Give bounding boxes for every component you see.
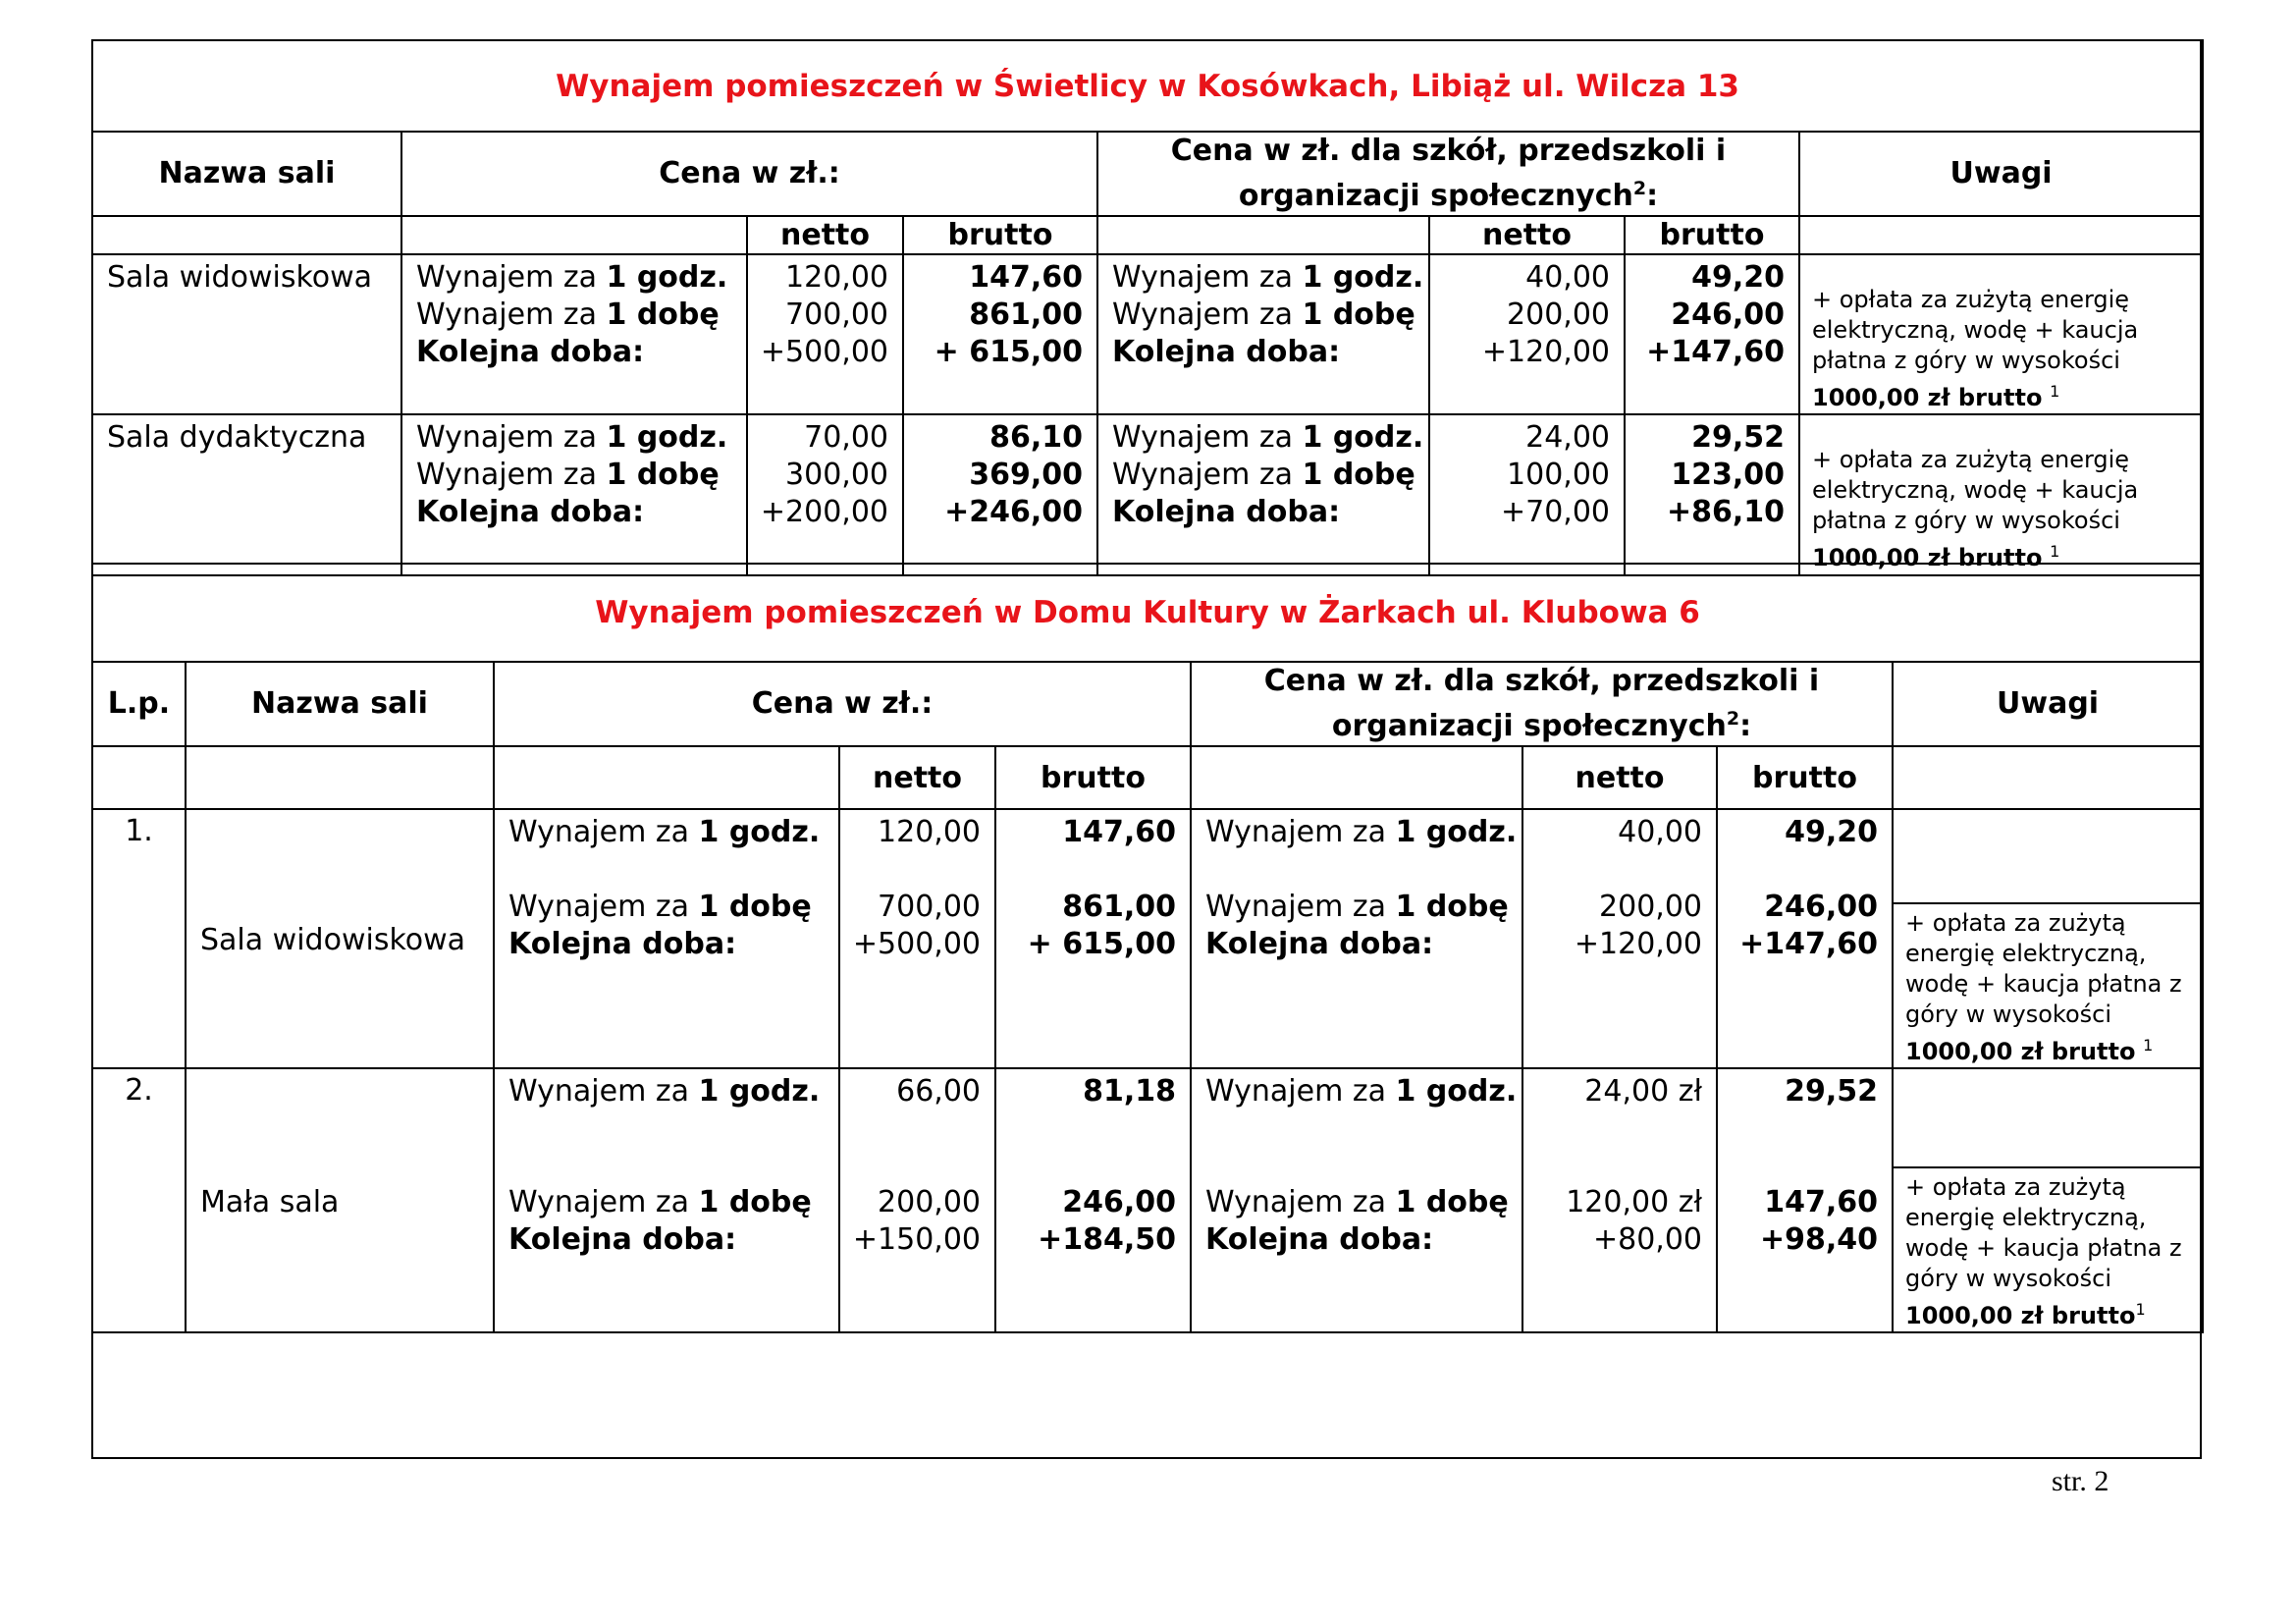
- section2-title: Wynajem pomieszczeń w Domu Kultury w Żarkach ul. Klubowa 6: [92, 564, 2203, 662]
- subheader-netto: netto: [1429, 216, 1625, 254]
- org-price-brutto: 29,52 147,60 +98,40: [1717, 1068, 1893, 1332]
- subheader-empty: [1799, 216, 2203, 254]
- subheader-empty: [1191, 746, 1522, 809]
- org-price-brutto: 49,20 246,00 +147,60: [1625, 254, 1799, 414]
- price-netto: 66,00 200,00 +150,00: [839, 1068, 995, 1332]
- price-netto: 70,00 300,00 +200,00: [747, 414, 903, 575]
- header-price: Cena w zł.:: [401, 132, 1097, 216]
- org-rental-options: Wynajem za 1 godz. Wynajem za 1 dobę Kolejna doba:: [1097, 254, 1429, 414]
- org-price-netto: 40,00 200,00 +120,00: [1522, 809, 1717, 1068]
- row-number: 2.: [92, 1068, 186, 1332]
- rental-options: Wynajem za 1 godz. Wynajem za 1 dobę Kolejna doba:: [401, 254, 747, 414]
- subheader-netto: netto: [839, 746, 995, 809]
- header-room-name: Nazwa sali: [92, 132, 401, 216]
- rental-options: Wynajem za 1 godz. Wynajem za 1 dobę Kolejna doba:: [494, 1068, 839, 1332]
- subheader-empty: [1097, 216, 1429, 254]
- subheader-netto: netto: [747, 216, 903, 254]
- subheader-brutto: brutto: [1625, 216, 1799, 254]
- org-price-brutto: 29,52 123,00 +86,10: [1625, 414, 1799, 575]
- org-price-netto: 24,00 zł 120,00 zł +80,00: [1522, 1068, 1717, 1332]
- subheader-empty: [186, 746, 494, 809]
- header-notes: Uwagi: [1893, 662, 2203, 746]
- header-price-orgs: Cena w zł. dla szkół, przedszkoli i organizacji społecznych$^2$:: [1191, 662, 1893, 746]
- org-rental-options: Wynajem za 1 godz. Wynajem za 1 dobę Kolejna doba:: [1097, 414, 1429, 575]
- notes-empty: [1893, 1068, 2203, 1167]
- price-netto: 120,00 700,00 +500,00: [747, 254, 903, 414]
- row-notes: + opłata za zużytą energię elektryczną, wodę + kaucja płatna z góry w wysokości 1000,00 zł brutto$^1$: [1893, 1167, 2203, 1332]
- subheader-empty: [1893, 746, 2203, 809]
- table-row: [92, 254, 2203, 414]
- subheader-empty: [401, 216, 747, 254]
- row-notes: + opłata za zużytą energię elektryczną, wodę + kaucja płatna z góry w wysokości 1000,00 zł brutto $^1$: [1799, 414, 2203, 575]
- room-name: Sala widowiskowa: [186, 809, 494, 1068]
- rental-options: Wynajem za 1 godz. Wynajem za 1 dobę Kolejna doba:: [494, 809, 839, 1068]
- org-price-netto: 24,00 100,00 +70,00: [1429, 414, 1625, 575]
- room-name: Mała sala: [186, 1068, 494, 1332]
- subheader-brutto: brutto: [903, 216, 1097, 254]
- price-brutto: 86,10 369,00 +246,00: [903, 414, 1097, 575]
- notes-empty: [1893, 809, 2203, 903]
- price-netto: 120,00 700,00 +500,00: [839, 809, 995, 1068]
- header-price-orgs: Cena w zł. dla szkół, przedszkoli i organizacji społecznych$^2$:: [1097, 132, 1799, 216]
- room-name: Sala widowiskowa: [92, 254, 401, 414]
- price-brutto: 147,60 861,00 + 615,00: [903, 254, 1097, 414]
- header-notes: Uwagi: [1799, 132, 2203, 216]
- row-notes: + opłata za zużytą energię elektryczną, wodę + kaucja płatna z góry w wysokości 1000,00 zł brutto $^1$: [1893, 903, 2203, 1068]
- subheader-brutto: brutto: [1717, 746, 1893, 809]
- subheader-brutto: brutto: [995, 746, 1191, 809]
- header-room-name: Nazwa sali: [186, 662, 494, 746]
- table-row: [92, 809, 2203, 903]
- org-rental-options: Wynajem za 1 godz. Wynajem za 1 dobę Kolejna doba:: [1191, 1068, 1522, 1332]
- price-brutto: 147,60 861,00 + 615,00: [995, 809, 1191, 1068]
- row-notes: + opłata za zużytą energię elektryczną, wodę + kaucja płatna z góry w wysokości 1000,00 zł brutto $^1$: [1799, 254, 2203, 414]
- page-number: str. 2: [2052, 1465, 2109, 1497]
- table-row: [92, 1068, 2203, 1167]
- header-lp: L.p.: [92, 662, 186, 746]
- rental-options: Wynajem za 1 godz. Wynajem za 1 dobę Kolejna doba:: [401, 414, 747, 575]
- table-row: [92, 414, 2203, 575]
- subheader-empty: [92, 216, 401, 254]
- section2-table: [91, 563, 2204, 1333]
- row-number: 1.: [92, 809, 186, 1068]
- section1-title: Wynajem pomieszczeń w Świetlicy w Kosówkach, Libiąż ul. Wilcza 13: [92, 40, 2203, 132]
- header-price: Cena w zł.:: [494, 662, 1191, 746]
- org-price-brutto: 49,20 246,00 +147,60: [1717, 809, 1893, 1068]
- price-brutto: 81,18 246,00 +184,50: [995, 1068, 1191, 1332]
- room-name: Sala dydaktyczna: [92, 414, 401, 575]
- subheader-empty: [92, 746, 186, 809]
- org-rental-options: Wynajem za 1 godz. Wynajem za 1 dobę Kolejna doba:: [1191, 809, 1522, 1068]
- section1-table: [91, 39, 2204, 576]
- subheader-netto: netto: [1522, 746, 1717, 809]
- subheader-empty: [494, 746, 839, 809]
- org-price-netto: 40,00 200,00 +120,00: [1429, 254, 1625, 414]
